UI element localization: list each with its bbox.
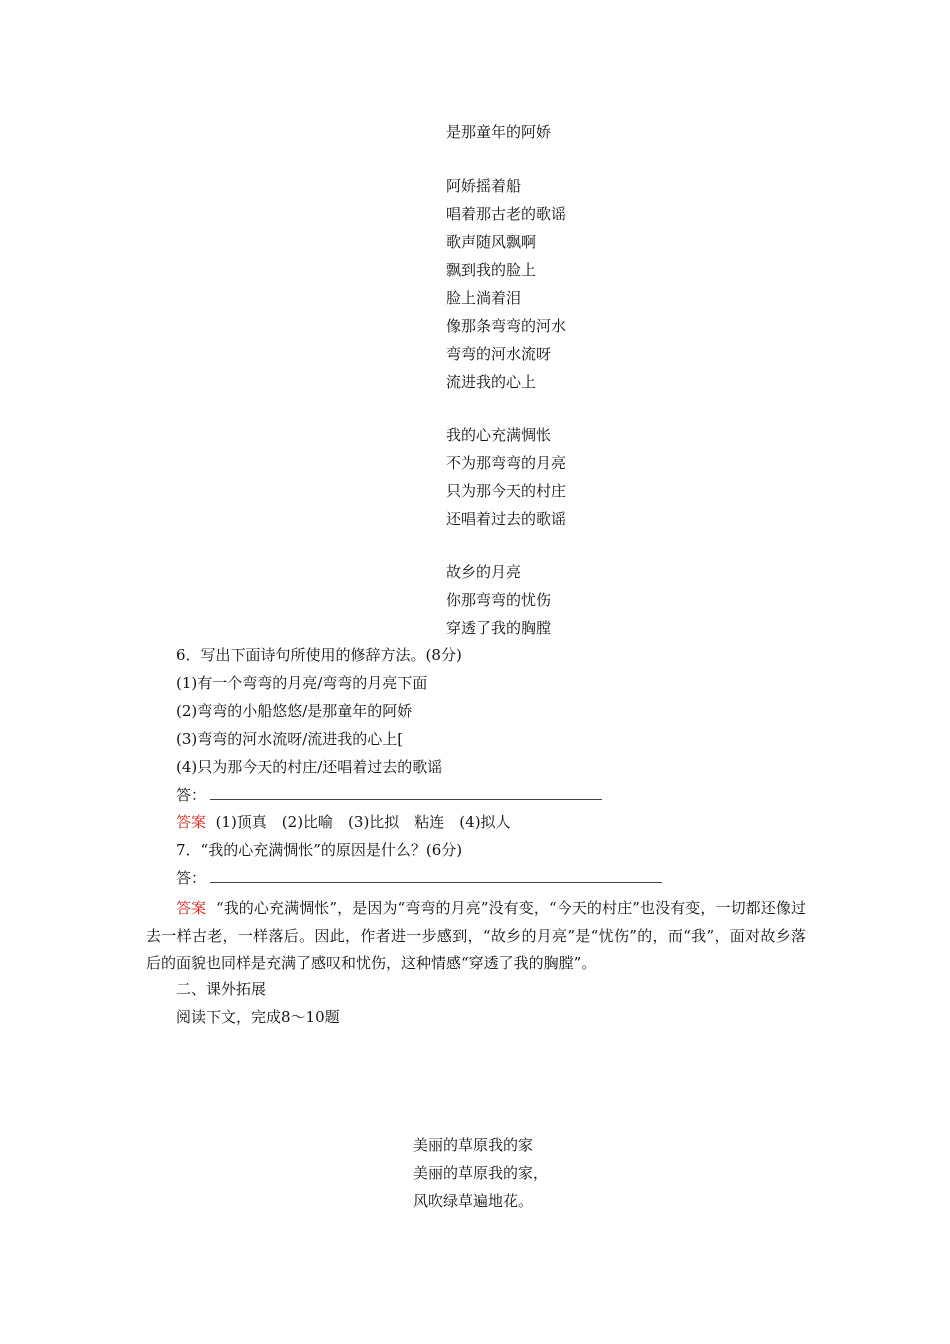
poem-line: 你那弯弯的忧伤 xyxy=(446,591,552,609)
answer-prefix: 答： xyxy=(176,869,207,887)
answer-label: 答案 xyxy=(176,813,207,831)
question-title: 6．写出下面诗句所使用的修辞方法。(8分) xyxy=(176,646,462,664)
poem-line: 像那条弯弯的河水 xyxy=(446,317,567,335)
poem-line: 美丽的草原我的家， xyxy=(413,1164,549,1182)
question-item: (1)有一个弯弯的月亮/弯弯的月亮下面 xyxy=(176,674,428,692)
answer-blank[interactable] xyxy=(210,868,662,883)
answer-line xyxy=(176,868,662,888)
question-item: (2)弯弯的小船悠悠/是那童年的阿娇 xyxy=(176,702,413,720)
answer-line xyxy=(176,785,602,805)
poem-line: 是那童年的阿娇 xyxy=(446,123,552,141)
answer xyxy=(146,895,806,978)
section-heading: 二、课外拓展 xyxy=(176,980,267,998)
answer xyxy=(176,812,511,832)
answer-text: (1)顶真 (2)比喻 (3)比拟 粘连 (4)拟人 xyxy=(215,813,511,831)
poem-line: 风吹绿草遍地花。 xyxy=(413,1192,534,1210)
poem-line: 穿透了我的胸膛 xyxy=(446,619,552,637)
poem-line: 只为那今天的村庄 xyxy=(446,482,567,500)
answer-text: “我的心充满惆怅”，是因为“弯弯的月亮”没有变，“今天的村庄”也没有变，一切都还像过去一样古老，一样落后。因此，作者进一步感到，“故乡的月亮”是“忧伤”的，而“我”，面对故乡落后的面貌也同样是充满了感叹和忧伤，这种情感“穿透了我的胸膛”。 xyxy=(146,899,806,972)
poem-line: 阿娇摇着船 xyxy=(446,177,522,195)
poem-line: 弯弯的河水流呀 xyxy=(446,345,552,363)
poem-line: 故乡的月亮 xyxy=(446,563,522,581)
poem-line: 我的心充满惆怅 xyxy=(446,426,552,444)
answer-blank[interactable] xyxy=(210,785,602,800)
question-title: 7．“我的心充满惆怅”的原因是什么？(6分) xyxy=(176,841,463,859)
poem-line: 流进我的心上 xyxy=(446,373,537,391)
question-item: (4)只为那今天的村庄/还唱着过去的歌谣 xyxy=(176,758,443,776)
poem-line: 飘到我的脸上 xyxy=(446,261,537,279)
poem-title: 美丽的草原我的家 xyxy=(413,1136,534,1154)
poem-line: 不为那弯弯的月亮 xyxy=(446,454,567,472)
answer-prefix: 答： xyxy=(176,786,207,804)
section-instruction: 阅读下文，完成8～10题 xyxy=(176,1008,340,1026)
poem-line: 还唱着过去的歌谣 xyxy=(446,510,567,528)
poem-line: 歌声随风飘啊 xyxy=(446,233,537,251)
poem-line: 脸上淌着泪 xyxy=(446,289,522,307)
poem-line: 唱着那古老的歌谣 xyxy=(446,205,567,223)
answer-label: 答案 xyxy=(176,899,207,917)
question-item: (3)弯弯的河水流呀/流进我的心上[ xyxy=(176,730,404,748)
